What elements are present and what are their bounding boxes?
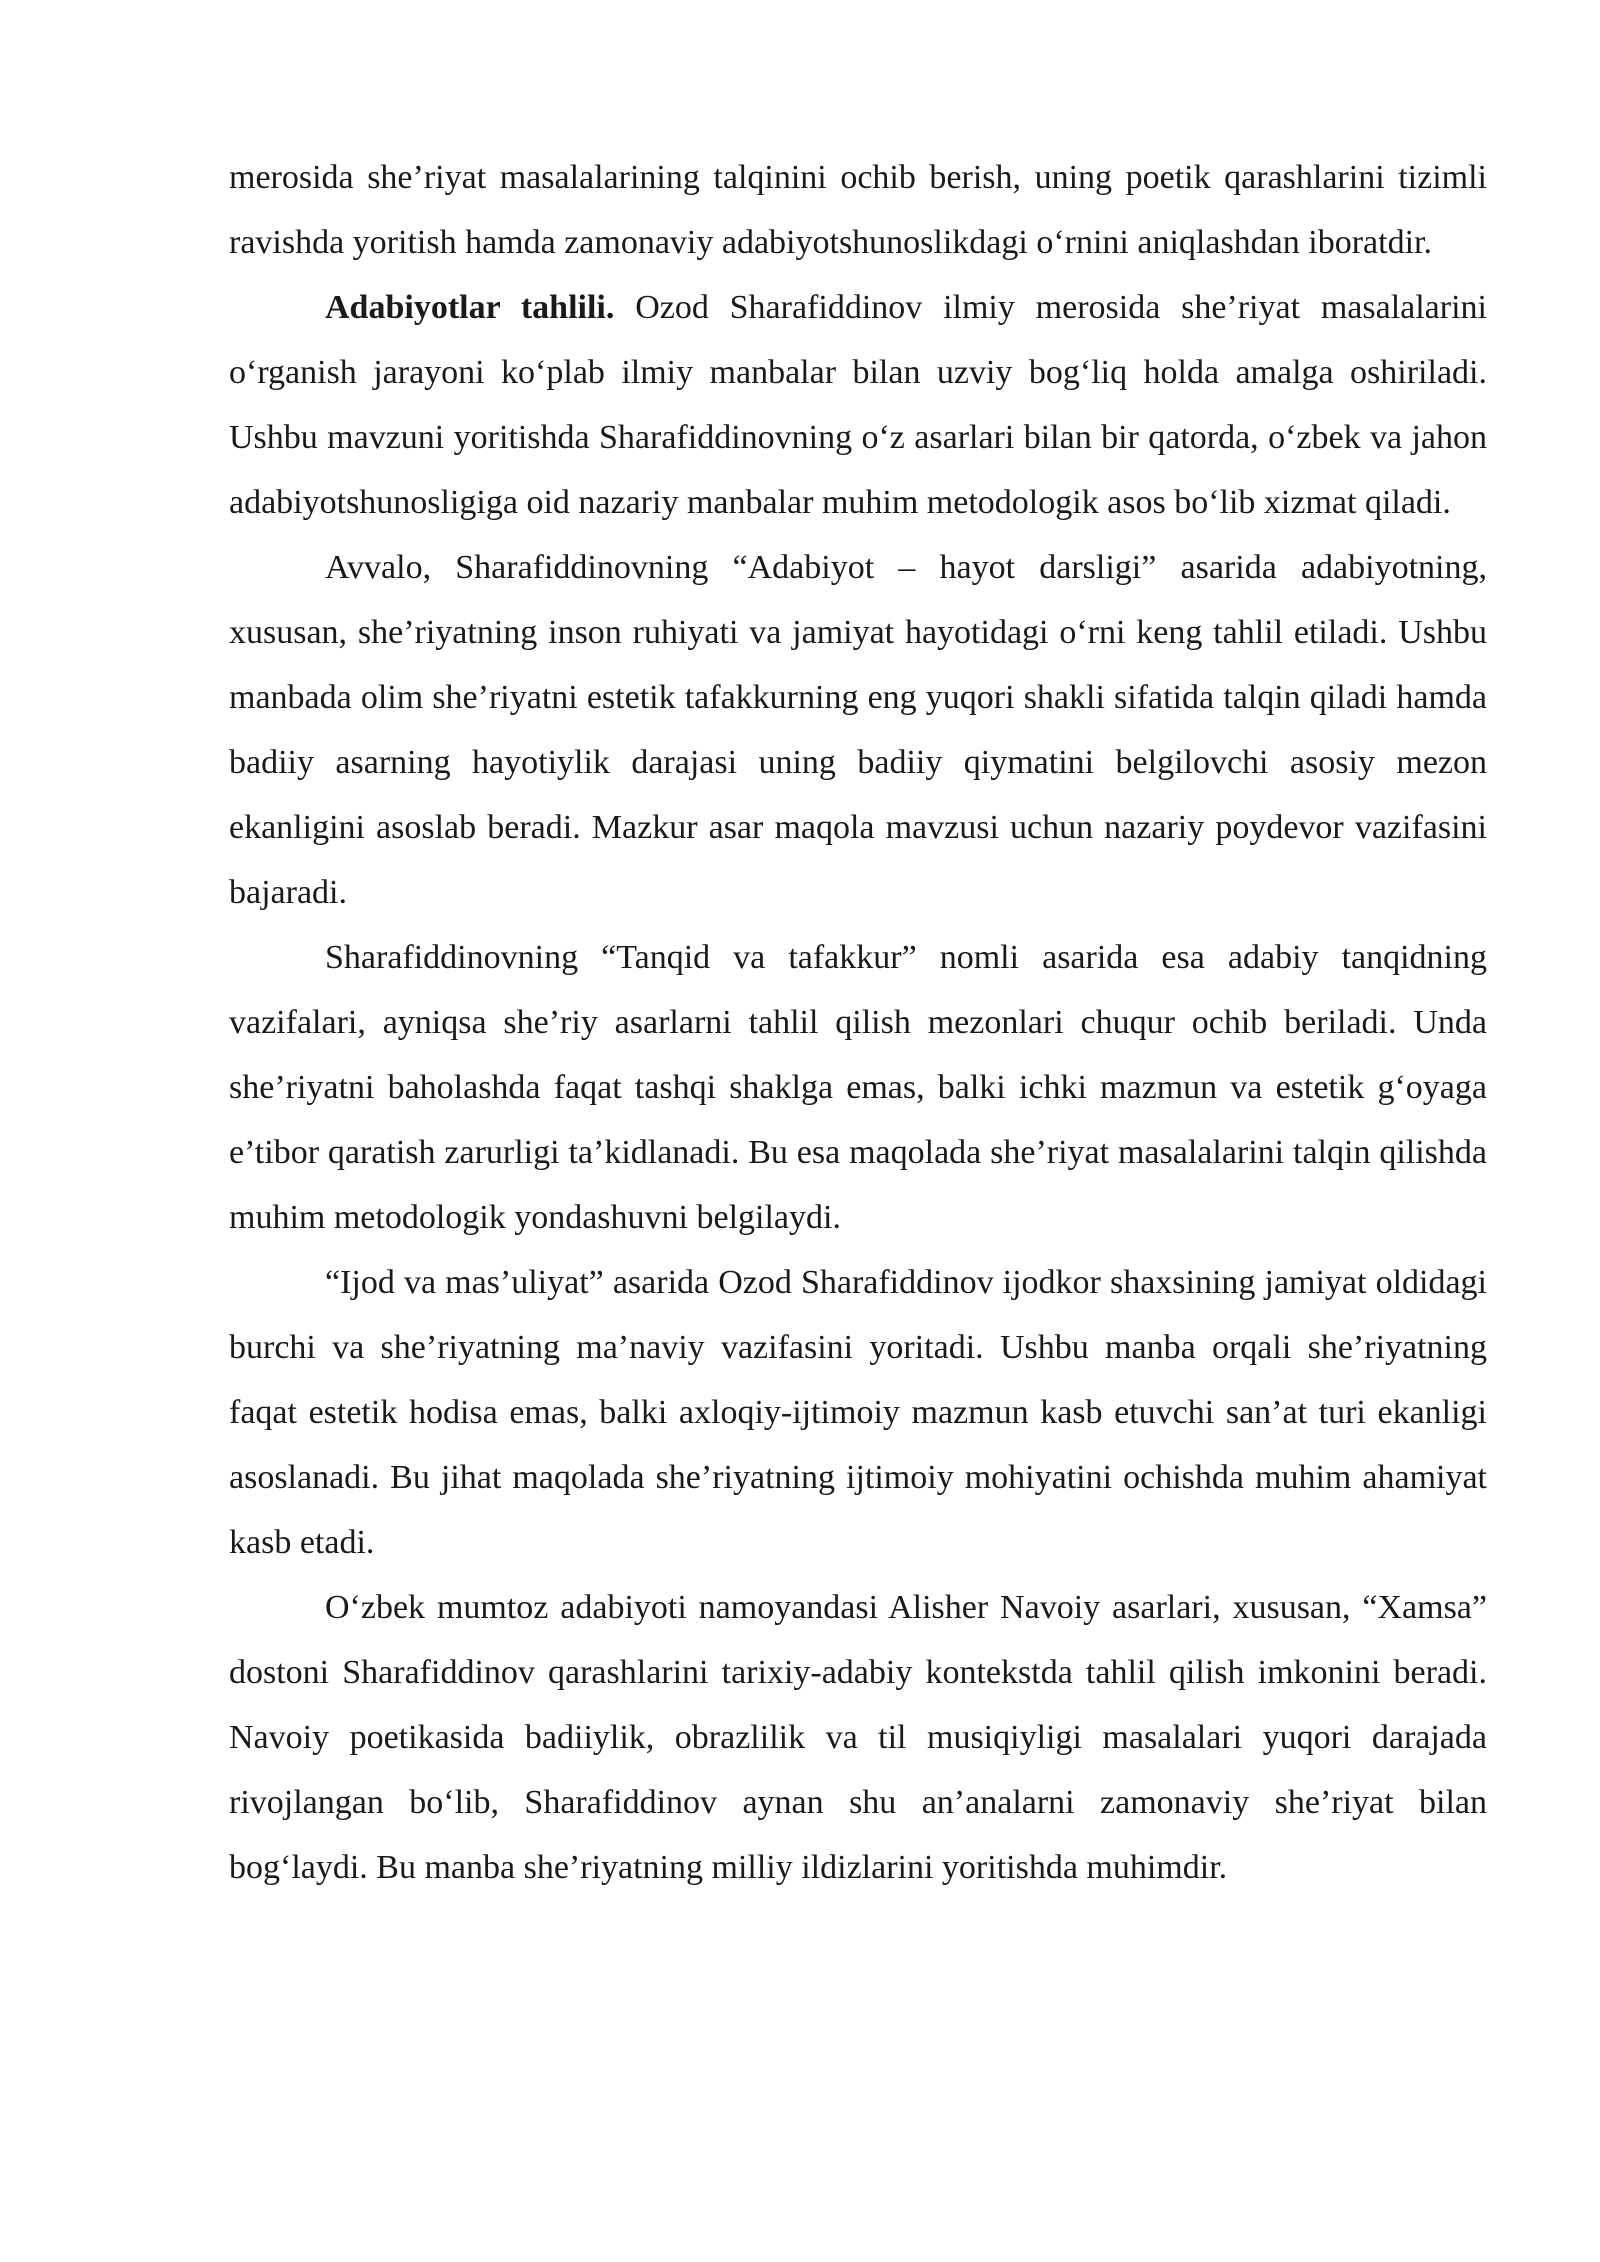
paragraph-text: “Ijod va mas’uliyat” asarida Ozod Sharafiddinov ijodkor shaxsining jamiyat oldidagi burchi va she’riyatning ma’naviy vazifasini yoritadi. Ushbu manba orqali she’riyatning faqat estetik hodisa emas, balki axloqiy-ijtimoiy mazmun kasb etuvchi san’at turi ekanligi asoslanadi. Bu jihat maqolada she’riyatning ijtimoiy mohiyatini ochishda muhim ahamiyat kasb etadi. (229, 1264, 1487, 1561)
paragraph-text: merosida she’riyat masalalarining talqinini ochib berish, uning poetik qarashlarini tizimli ravishda yoritish hamda zamonaviy adabiyotshunoslikdagi o‘rnini aniqlashdan iboratdir. (229, 159, 1487, 261)
paragraph-literature-review (229, 275, 1487, 535)
paragraph-ijod-va-masuliyat (229, 1250, 1487, 1575)
paragraph-text: Sharafiddinovning “Tanqid va tafakkur” nomli asarida esa adabiy tanqidning vazifalari, ayniqsa she’riy asarlarni tahlil qilish mezonlari chuqur ochib beriladi. Unda she’riyatni baholashda faqat tashqi shaklga emas, balki ichki mazmun va estetik g‘oyaga e’tibor qaratish zarurligi ta’kidlanadi. Bu esa maqolada she’riyat masalalarini talqin qilishda muhim metodologik yondashuvni belgilaydi. (229, 939, 1487, 1236)
paragraph-intro-continuation (229, 145, 1487, 275)
paragraph-text: Avvalo, Sharafiddinovning “Adabiyot – hayot darsligi” asarida adabiyotning, xususan, she’riyatning inson ruhiyati va jamiyat hayotidagi o‘rni keng tahlil etiladi. Ushbu manbada olim she’riyatni estetik tafakkurning eng yuqori shakli sifatida talqin qiladi hamda badiiy asarning hayotiylik darajasi uning badiiy qiymatini belgilovchi asosiy mezon ekanligini asoslab beradi. Mazkur asar maqola mavzusi uchun nazariy poydevor vazifasini bajaradi. (229, 549, 1487, 911)
document-page (229, 145, 1487, 1900)
paragraph-text: Ozod Sharafiddinov ilmiy merosida she’riyat masalalarini o‘rganish jarayoni ko‘plab ilmiy manbalar bilan uzviy bog‘liq holda amalga oshiriladi. Ushbu mavzuni yoritishda Sharafiddinovning o‘z asarlari bilan bir qatorda, o‘zbek va jahon adabiyotshunosligiga oid nazariy manbalar muhim metodologik asos bo‘lib xizmat qiladi. (229, 289, 1487, 521)
paragraph-navoiy-xamsa (229, 1575, 1487, 1900)
section-heading: Adabiyotlar tahlili. (325, 289, 615, 326)
paragraph-text: O‘zbek mumtoz adabiyoti namoyandasi Alisher Navoiy asarlari, xususan, “Xamsa” dostoni Sharafiddinov qarashlarini tarixiy-adabiy kontekstda tahlil qilish imkonini beradi. Navoiy poetikasida badiiylik, obrazlilik va til musiqiyligi masalalari yuqori darajada rivojlangan bo‘lib, Sharafiddinov aynan shu an’analarni zamonaviy she’riyat bilan bog‘laydi. Bu manba she’riyatning milliy ildizlarini yoritishda muhimdir. (229, 1589, 1487, 1886)
paragraph-adabiyot-hayot-darsligi (229, 535, 1487, 925)
paragraph-tanqid-va-tafakkur (229, 925, 1487, 1250)
